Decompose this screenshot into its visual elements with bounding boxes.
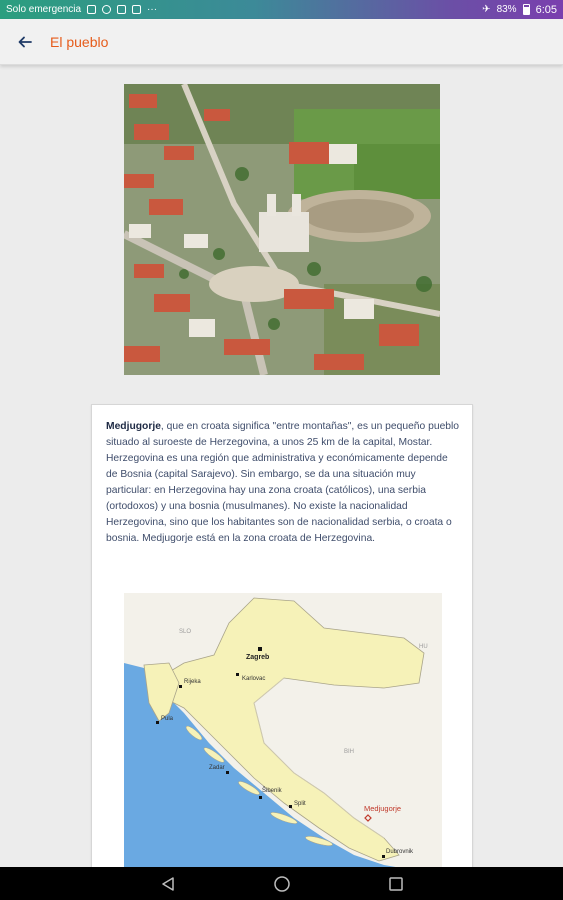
town-aerial-photo xyxy=(124,84,440,375)
clock: 6:05 xyxy=(535,3,557,16)
arrow-left-icon xyxy=(17,34,33,50)
map-label-karlovac: Karlovac xyxy=(242,676,266,682)
battery-percent: 83% xyxy=(496,4,517,15)
map-label-sibenik: Šibenik xyxy=(262,788,282,794)
page-title: El pueblo xyxy=(50,33,109,50)
map-label-hu: HU xyxy=(419,644,428,650)
recents-square-icon xyxy=(388,876,404,892)
map-label-split: Split xyxy=(294,801,306,807)
article-card xyxy=(91,404,473,867)
map-label-zadar: Zadar xyxy=(209,765,225,771)
nav-recents-button[interactable] xyxy=(385,873,407,895)
app-bar xyxy=(0,19,563,65)
map-label-slo: SLO xyxy=(179,629,192,635)
more-icon: ··· xyxy=(147,4,158,15)
croatia-map xyxy=(124,593,442,867)
signal-icon: ✈ xyxy=(482,4,491,15)
article-text: , que en croata significa "entre montañas", es un pequeño pueblo situado al suroeste de Herzegovina, a unos 25 km de la capital, Mostar. Herzegovina es una región que administrativa y económicamente depende de Bosnia (capital Sarajevo). Sin embargo, se da una situación muy particular: en Herzegovina hay una zona croata (católicos), una serbia (ortodoxos) y una bosnia (musulmanes). No existe la nacionalidad Herzegovina, sino que los habitantes son de nacionalidad serbia, o croata o bosnia. Medjugorje está en la zona croata de Herzegovina. xyxy=(106,421,460,544)
nav-home-button[interactable] xyxy=(271,873,293,895)
gallery-icon xyxy=(117,5,126,14)
carrier-text: Solo emergencia xyxy=(6,4,82,15)
status-bar xyxy=(0,0,563,19)
bluetooth-icon xyxy=(132,5,141,14)
back-triangle-icon xyxy=(161,876,175,892)
map-label-rijeka: Rijeka xyxy=(184,679,201,685)
notification-icon xyxy=(87,5,96,14)
battery-icon xyxy=(523,4,530,15)
wifi-icon xyxy=(102,5,111,14)
article-intro-bold: Medjugorje xyxy=(106,421,161,432)
home-circle-icon xyxy=(273,875,291,893)
content-scroll-area[interactable] xyxy=(0,66,563,867)
map-label-bih: BIH xyxy=(344,749,355,755)
nav-back-button[interactable] xyxy=(157,873,179,895)
map-label-dubrovnik: Dubrovnik xyxy=(386,849,414,855)
back-button[interactable] xyxy=(10,27,40,57)
map-label-zagreb: Zagreb xyxy=(246,654,270,661)
system-nav-bar xyxy=(0,867,563,900)
map-label-pula: Pula xyxy=(161,716,174,722)
map-label-medjugorje: Medjugorje xyxy=(364,804,402,813)
article-paragraph xyxy=(106,419,462,547)
